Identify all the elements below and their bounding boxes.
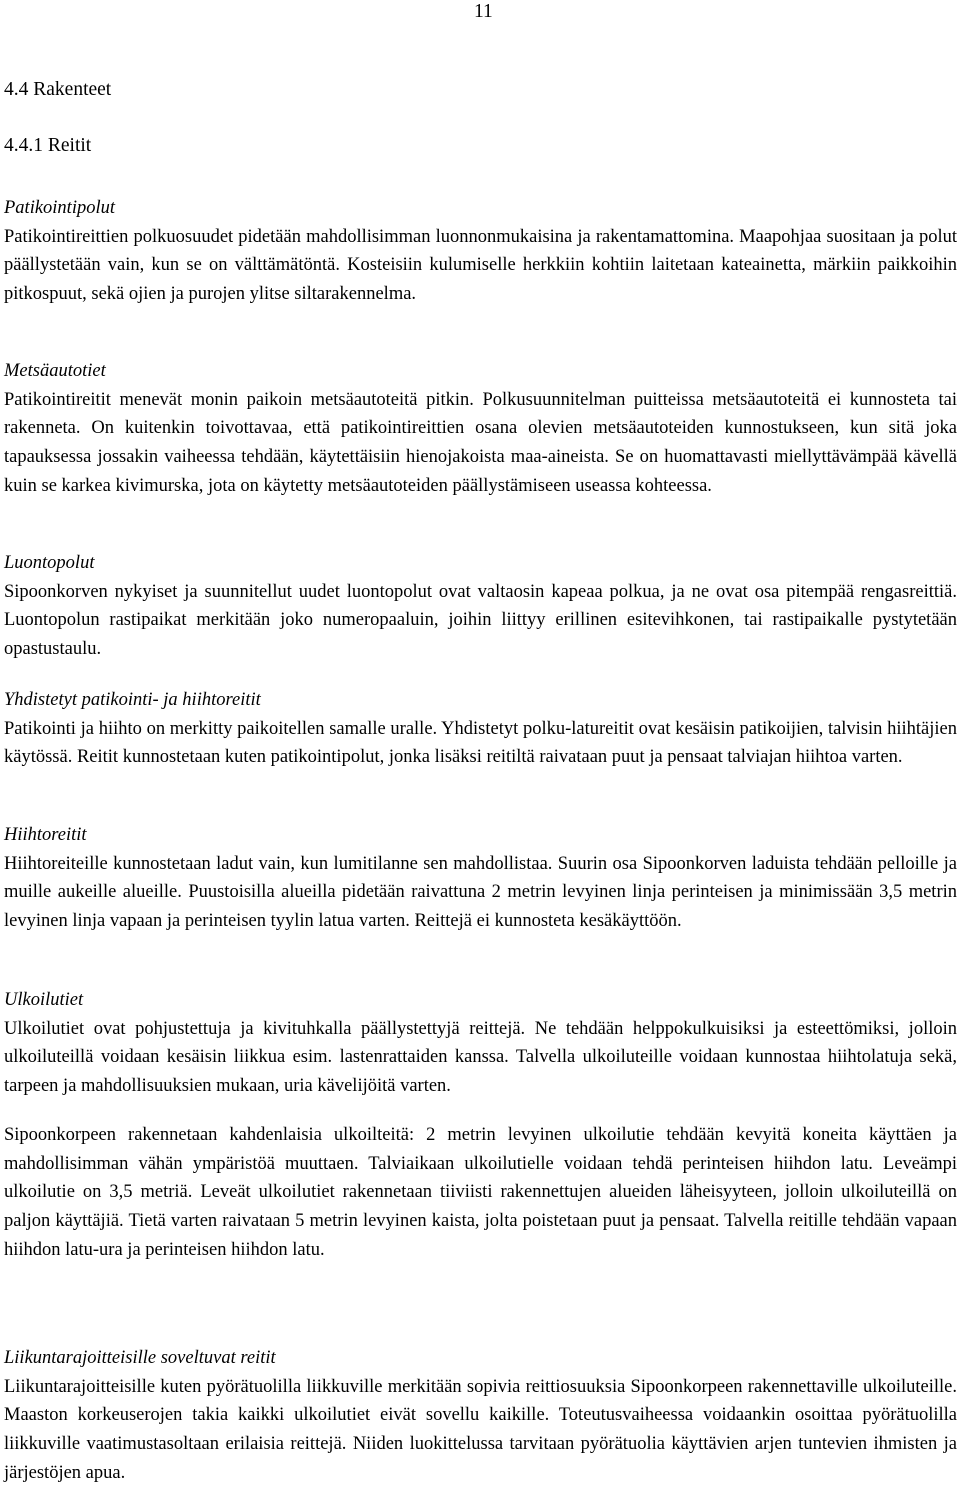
section-title: Luontopolut — [4, 553, 95, 573]
section-patikointipolut — [4, 194, 957, 309]
page-number: 11 — [474, 1, 493, 22]
section-body: Ulkoilutiet ovat pohjustettuja ja kivituhkalla päällystettyjä reittejä. Ne tehdään helppokulkuisiksi ja esteettömiksi, jolloin ulkoiluteillä voidaan kesäisin liikkua esim. lastenrattaiden kanssa. Talvella ulkoiluteille voidaan kunnostaa hiihtolatuja sekä, tarpeen ja mahdollisuuksien mukaan, uria kävelijöitä varten. — [4, 1018, 957, 1097]
section-body-2: Sipoonkorpeen rakennetaan kahdenlaisia ulkoilteitä: 2 metrin levyinen ulkoilutie tehdään kevyitä koneita käyttäen ja mahdollisimman vähän ympäristöä muuttaen. Talviaikaan ulkoilutielle voidaan tehdä perinteisen hiihdon latu. Leveämpi ulkoilutie on 3,5 metriä. Leveät ulkoilutiet rakennetaan tiiviisti rakennettujen alueiden läheisyyteen, jolloin ulkoiluteillä on paljon käyttäjiä. Tietä varten raivataan 5 metrin levyinen kaista, jolta poistetaan puut ja pensaat. Talvella reitille tehdään vapaan hiihdon latu-ura ja perinteisen hiihdon latu. — [4, 1124, 957, 1260]
section-title: Metsäautotiet — [4, 361, 106, 381]
section-body: Sipoonkorven nykyiset ja suunnitellut uudet luontopolut ovat valtaosin kapeaa polkua, ja ne ovat osa pitempää rengasreittiä. Luontopolun rastipaikat merkitään joko numeropaaluin, joihin liittyy erillinen esitevihkonen, tai rastipaikalle pystytetään opastustaulu. — [4, 581, 957, 660]
section-heading: 4.4.1 Reitit — [4, 135, 92, 156]
section-title: Ulkoilutiet — [4, 990, 84, 1010]
section-yhdistetyt — [4, 686, 957, 772]
section-hiihtoreitit — [4, 821, 957, 936]
section-body: Patikointireitit menevät monin paikoin metsäautoteitä pitkin. Polkusuunnitelman puitteissa metsäautoteitä ei kunnosteta tai rakenneta. On kuitenkin toivottavaa, että patikointireittien osana olevien metsäautoteiden kunnostukseen, kun sitä joka tapauksessa jossakin vaiheessa tehdään, käytettäisiin hienojakoista maa-aineista. Se on huomattavasti miellyttävämpää kävellä kuin se karkea kivimurska, jota on käytetty metsäautoteiden päällystämiseen useassa kohteessa. — [4, 389, 957, 496]
section-body: Patikointireittien polkuosuudet pidetään mahdollisimman luonnonmukaisina ja rakentamattomina. Maapohjaa suositaan ja polut päällystetään vain, kun se on välttämätöntä. Kosteisiin kulumiselle herkkiin kohtiin laitetaan kateainetta, märkiin paikkoihin pitkospuut, sekä ojien ja purojen ylitse siltarakennelma. — [4, 226, 957, 305]
section-body: Patikointi ja hiihto on merkitty paikoitellen samalle uralle. Yhdistetyt polku-latureitit ovat kesäisin patikoijien, talvisin hiihtäjien käytössä. Reitit kunnostetaan kuten patikointipolut, jonka lisäksi reitiltä raivataan puut ja pensaat talviajan hiihtoa varten. — [4, 718, 957, 768]
section-title: Patikointipolut — [4, 198, 115, 218]
section-title: Yhdistetyt patikointi- ja hiihtoreitit — [4, 690, 261, 710]
chapter-heading: 4.4 Rakenteet — [4, 79, 112, 100]
section-title: Liikuntarajoitteisille soveltuvat reitit — [4, 1348, 276, 1368]
section-metsaautotiet — [4, 357, 957, 501]
section-body: Liikuntarajoitteisille kuten pyörätuolilla liikkuville merkitään sopivia reittiosuuksia Sipoonkorpeen rakennettaville ulkoiluteille. Maaston korkeuserojen takia kaikki ulkoilutiet eivät sovellu kaikille. Toteutusvaiheessa voidaankin osoittaa pyörätuolilla liikkuville vaatimustasoltaan erilaisia reittejä. Niiden luokittelussa tarvitaan pyörätuolia käyttävien arjen tuntevien ihmisten ja järjestöjen apua. — [4, 1376, 957, 1483]
section-liikuntarajoitteisille — [4, 1344, 957, 1488]
section-ulkoilutiet — [4, 986, 957, 1264]
section-luontopolut — [4, 549, 957, 664]
section-body: Hiihtoreiteille kunnostetaan ladut vain, kun lumitilanne sen mahdollistaa. Suurin osa Sipoonkorven laduista tehdään pelloille ja muille aukeille alueille. Puustoisilla alueilla pidetään raivattuna 2 metrin levyinen linja perinteisen ja minimissään 3,5 metrin levyinen linja vapaan ja perinteisen tyylin latua varten. Reittejä ei kunnosteta kesäkäyttöön. — [4, 853, 957, 932]
section-title: Hiihtoreitit — [4, 825, 87, 845]
